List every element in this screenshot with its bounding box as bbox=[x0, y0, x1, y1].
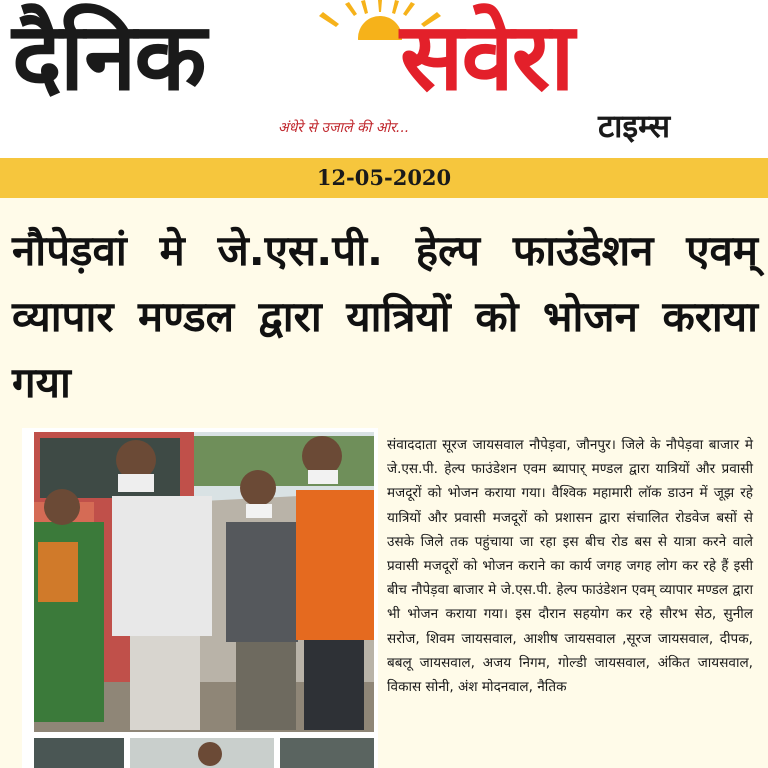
masthead-title-part1: दैनिक bbox=[12, 3, 205, 112]
article-body: संवाददाता सूरज जायसवाल नौपेड़वा, जौनपुर। जिले के नौपेड़वा बाजार मे जे.एस.पी. हेल्प फाउंडेशन एवम ब्यापार् मण्डल द्वारा यात्रियों और प्रवासी मजदूरों को भोजन कराया गया। वैश्विक महामारी लॉक डाउन में जूझ रहे यात्रियों और प्रवासी मजदूरों को प्रशासन द्वारा संचालित रोडवेज बसों से उसके जिले तक पहुंचाया जा रहा इस बीच रोड बस से यात्रा करने वाले प्रवासी मजदूरों को भोजन कराने का कार्य जगह जगह लोग कर रहे हैं इसी बीच नौपेड़वा बाजार मे जे.एस.पी. हेल्प फाउंडेशन एवम् व्यापार मण्डल द्वारा भी भोजन कराया गया। इस दौरान सहयोग कर रहे सौरभ सेठ, सुनील सरोज, शिवम जायसवाल, आशीष जायसवाल ,सूरज जायसवाल, दीपक, बबलू जायसवाल, अजय निगम, गोल्डी जायसवाल, अंकित जायसवाल, विकास सोनी, अंश मोदनवाल, नैतिक bbox=[387, 437, 753, 696]
masthead-tagline: अंधेरे से उजाले की ओर... bbox=[278, 120, 410, 136]
date-bar bbox=[0, 158, 768, 198]
issue-date: 12-05-2020 bbox=[316, 165, 452, 190]
article-headline: नौपेड़वां मे जे.एस.पी. हेल्प फाउंडेशन एवम् व्यापार मण्डल द्वारा यात्रियों को भोजन कराया गया bbox=[12, 226, 758, 407]
masthead-title-part2: सवेरा bbox=[400, 3, 573, 112]
masthead bbox=[0, 0, 768, 160]
masthead-suffix: टाइम्स bbox=[598, 107, 671, 145]
article-photo bbox=[34, 432, 374, 768]
